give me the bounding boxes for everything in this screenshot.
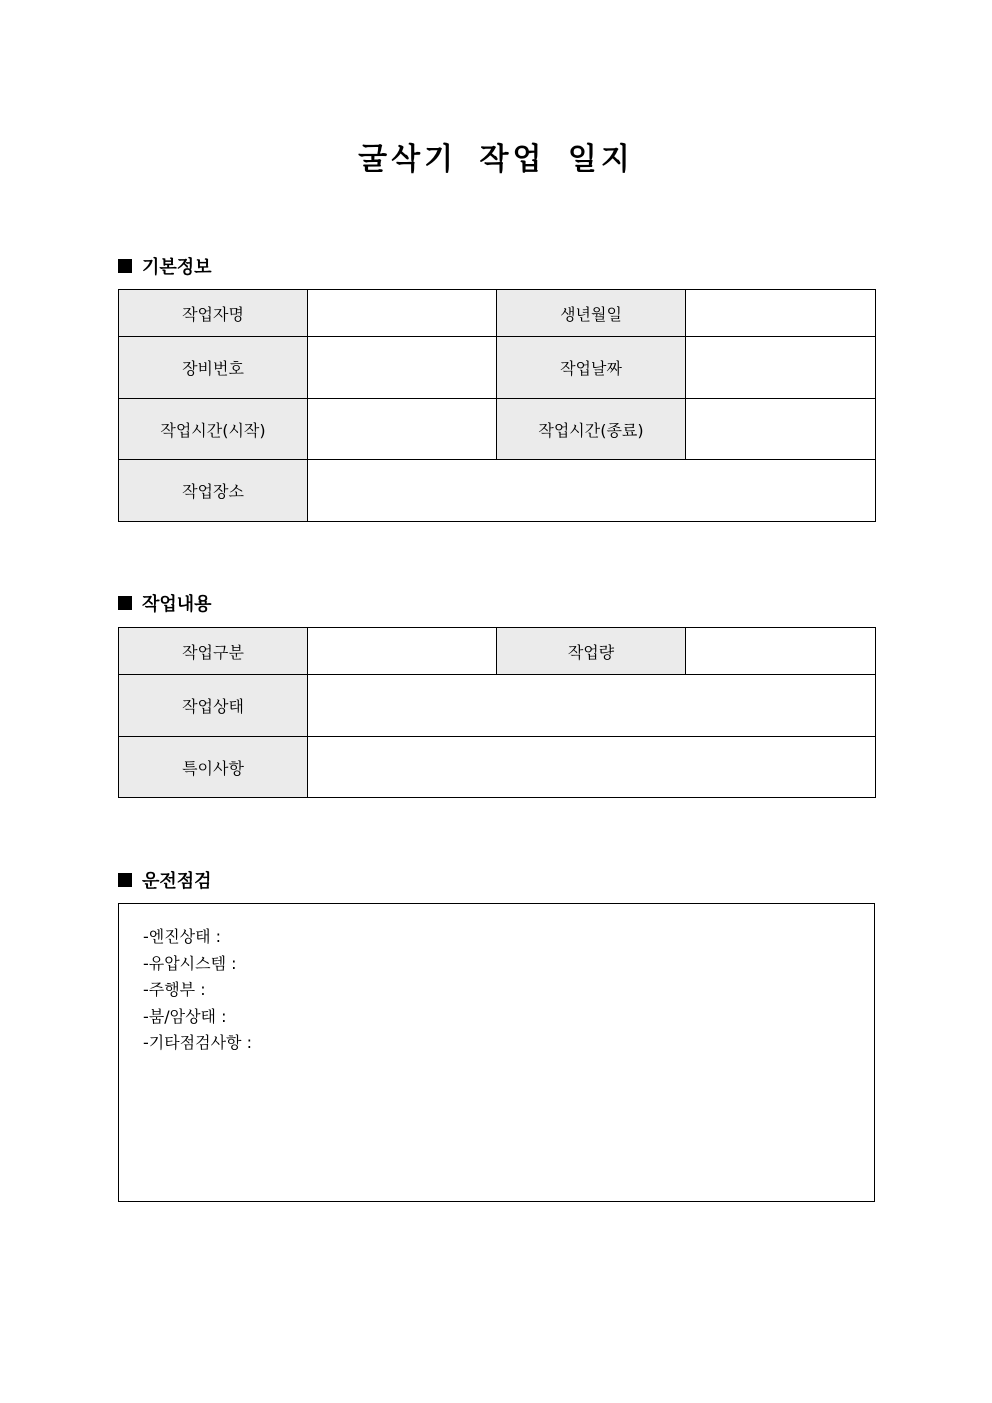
inspection-box[interactable] [118,903,875,1202]
end-time-field[interactable] [686,399,876,460]
status-label: 작업상태 [119,675,308,737]
equipment-no-field[interactable] [308,337,497,399]
inspection-item-other: -기타점검사항 : [143,1033,252,1053]
location-field[interactable] [308,460,876,522]
section-heading-work [118,590,212,616]
amount-label: 작업량 [497,628,686,675]
worker-name-field[interactable] [308,290,497,337]
section-heading-work-label: 작업내용 [142,594,212,615]
equipment-no-label: 장비번호 [119,337,308,399]
start-time-field[interactable] [308,399,497,460]
birth-date-label: 생년월일 [497,290,686,337]
inspection-item-undercarriage: -주행부 : [143,980,206,1000]
remarks-field[interactable] [308,737,876,798]
inspection-item-boom-arm: -붐/암상태 : [143,1006,227,1026]
work-content-table [118,627,876,798]
inspection-list [119,904,874,1057]
section-heading-basic [118,253,212,279]
basic-info-table [118,289,876,522]
section-heading-inspection [118,867,212,893]
inspection-item-hydraulic: -유압시스템 : [143,953,237,973]
amount-field[interactable] [686,628,876,675]
remarks-label: 특이사항 [119,737,308,798]
section-heading-inspection-label: 운전점검 [142,871,212,892]
work-date-field[interactable] [686,337,876,399]
worker-name-label: 작업자명 [119,290,308,337]
document-title: 굴삭기 작업 일지 [358,142,634,177]
category-field[interactable] [308,628,497,675]
end-time-label: 작업시간(종료) [497,399,686,460]
section-heading-basic-label: 기본정보 [142,257,212,278]
location-label: 작업장소 [119,460,308,522]
start-time-label: 작업시간(시작) [119,399,308,460]
square-bullet-icon [118,596,132,610]
inspection-item-engine: -엔진상태 : [143,927,222,946]
status-field[interactable] [308,675,876,737]
category-label: 작업구분 [119,628,308,675]
square-bullet-icon [118,259,132,273]
square-bullet-icon [118,873,132,887]
work-date-label: 작업날짜 [497,337,686,399]
birth-date-field[interactable] [686,290,876,337]
